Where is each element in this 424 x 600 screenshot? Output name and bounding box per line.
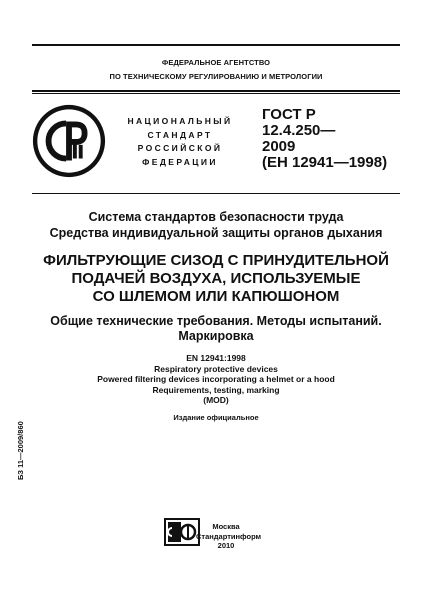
subtitle bbox=[32, 314, 400, 344]
main-title-line1: ФИЛЬТРУЮЩИЕ СИЗОД С ПРИНУДИТЕЛЬНОЙ bbox=[43, 252, 389, 269]
agency-name-line2: ПО ТЕХНИЧЕСКОМУ РЕГУЛИРОВАНИЮ И МЕТРОЛОГИИ bbox=[109, 72, 323, 81]
national-standard-line3: РОССИЙСКОЙ bbox=[137, 143, 223, 153]
designation-line1: ГОСТ Р bbox=[262, 106, 316, 123]
publisher-city: Москва bbox=[212, 522, 240, 531]
system-title-line1: Система стандартов безопасности труда bbox=[88, 210, 344, 224]
main-title-line3: СО ШЛЕМОМ ИЛИ КАПЮШОНОМ bbox=[92, 288, 340, 305]
agency-name-line1: ФЕДЕРАЛЬНОЕ АГЕНТСТВО bbox=[161, 58, 271, 67]
national-standard-line2: СТАНДАРТ bbox=[147, 129, 213, 140]
header-rule-thin bbox=[32, 93, 400, 94]
system-title-line2: Средства индивидуальной защиты органов дыхания bbox=[49, 226, 383, 240]
english-title bbox=[32, 353, 400, 406]
official-edition-label: Издание официальное bbox=[173, 413, 259, 422]
english-line5: (MOD) bbox=[203, 395, 229, 405]
header-rule bbox=[32, 90, 400, 92]
standard-designation bbox=[262, 107, 387, 171]
english-line1: EN 12941:1998 bbox=[186, 353, 246, 363]
subtitle-line1: Общие технические требования. Методы испытаний. bbox=[50, 314, 382, 328]
publisher-name: Стандартинформ bbox=[196, 531, 262, 541]
publisher-info bbox=[196, 522, 262, 551]
side-code-text: БЗ 11—2009/860 bbox=[16, 421, 25, 480]
national-standard-line1: НАЦИОНАЛЬНЫЙ bbox=[127, 116, 233, 126]
subtitle-line2: Маркировка bbox=[178, 329, 254, 343]
designation-line4: (ЕН 12941—1998) bbox=[262, 154, 388, 171]
main-title bbox=[32, 252, 400, 306]
designation-rule bbox=[32, 193, 400, 194]
rst-logo-icon bbox=[30, 102, 108, 180]
national-standard-label bbox=[112, 115, 248, 169]
publisher-year: 2010 bbox=[217, 541, 235, 550]
national-standard-line4: ФЕДЕРАЦИИ bbox=[142, 156, 218, 167]
designation-line3: 2009 bbox=[262, 138, 296, 155]
standartinform-mark-icon bbox=[164, 518, 200, 546]
designation-line2: 12.4.250— bbox=[262, 122, 336, 139]
english-line2: Respiratory protective devices bbox=[154, 363, 278, 374]
english-line3: Powered filtering devices incorporating a helmet or a hood bbox=[97, 374, 335, 384]
english-line4: Requirements, testing, marking bbox=[152, 384, 280, 395]
main-title-line2: ПОДАЧЕЙ ВОЗДУХА, ИСПОЛЬЗУЕМЫЕ bbox=[71, 270, 361, 287]
top-rule bbox=[32, 44, 400, 46]
